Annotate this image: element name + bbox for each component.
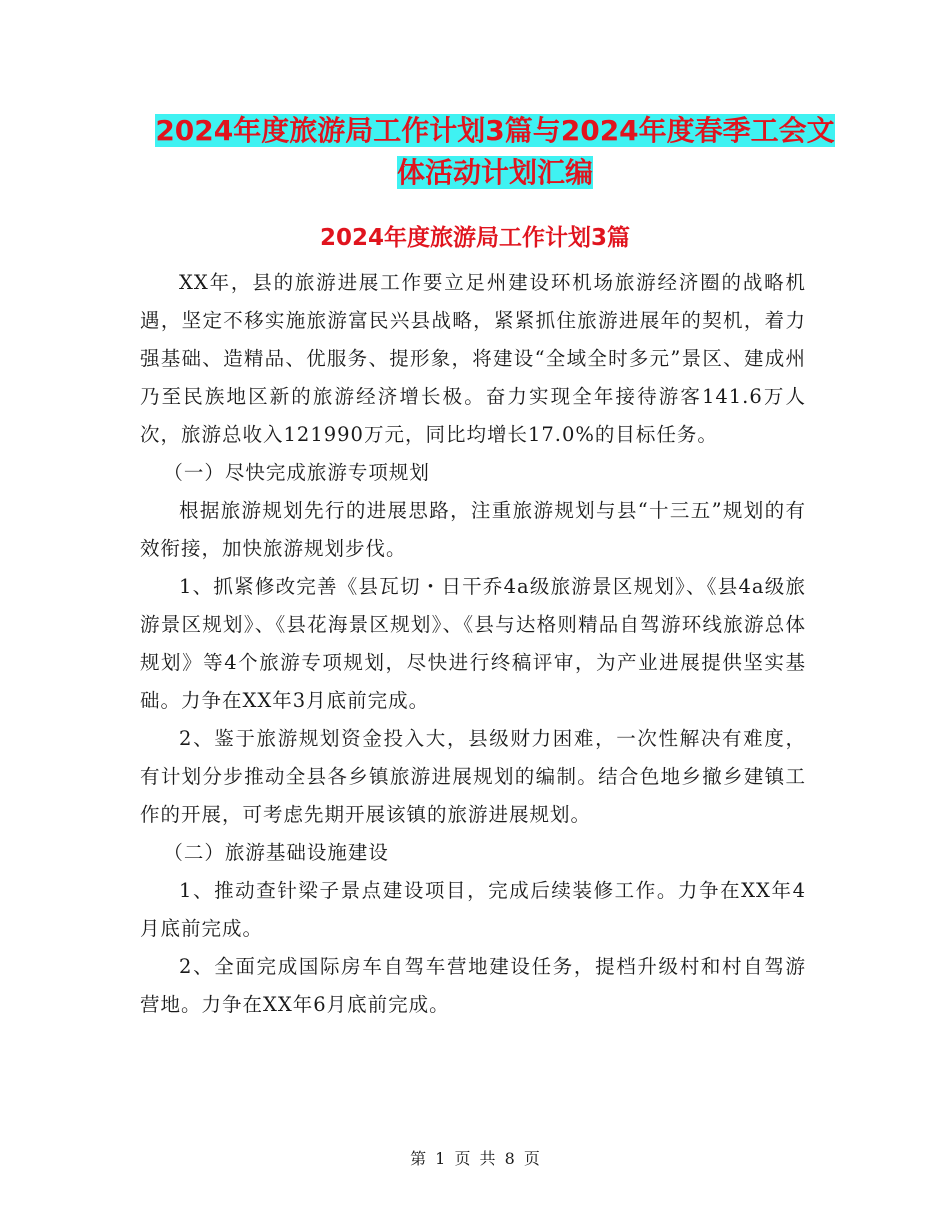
paragraph-planning-item-1: 1、抓紧修改完善《县瓦切・日干乔4a级旅游景区规划》、《县4a级旅游景区规划》、《县花海景区规划》、《县与达格则精品自驾游环线旅游总体规划》等4个旅游专项规划，尽快进行终稿评审，为产业进展提供坚实基础。力争在XX年3月底前完成。	[140, 575, 806, 712]
heading-planning: （一）尽快完成旅游专项规划	[163, 461, 430, 484]
heading-infrastructure: （二）旅游基础设施建设	[163, 841, 389, 864]
paragraph-intro: XX年，县的旅游进展工作要立足州建设环机场旅游经济圈的战略机遇，坚定不移实施旅游富民兴县战略，紧紧抓住旅游进展年的契机，着力强基础、造精品、优服务、提形象，将建设“全域全时多元”景区、建成州乃至民族地区新的旅游经济增长极。奋力实现全年接待游客141.6万人次，旅游总收入121990万元，同比均增长17.0%的目标任务。	[140, 271, 806, 446]
section-title: 2024年度旅游局工作计划3篇	[319, 225, 631, 251]
title-highlight-1: 2024年度旅游局工作计划3篇与2024年度春季工会文	[155, 114, 835, 147]
document-title-line-2	[100, 148, 890, 198]
title-highlight-2: 体活动计划汇编	[396, 156, 593, 189]
paragraph-infrastructure-item-1: 1、推动查针梁子景点建设项目，完成后续装修工作。力争在XX年4月底前完成。	[140, 879, 806, 940]
document-body	[140, 264, 806, 1024]
paragraph-planning-item-2: 2、鉴于旅游规划资金投入大，县级财力困难，一次性解决有难度，有计划分步推动全县各乡镇旅游进展规划的编制。结合色地乡撤乡建镇工作的开展，可考虑先期开展该镇的旅游进展规划。	[140, 727, 806, 826]
paragraph-planning: 根据旅游规划先行的进展思路，注重旅游规划与县“十三五”规划的有效衔接，加快旅游规划步伐。	[140, 499, 806, 560]
paragraph-infrastructure-item-2: 2、全面完成国际房车自驾车营地建设任务，提档升级村和村自驾游营地。力争在XX年6月底前完成。	[140, 955, 806, 1016]
page-footer: 第 1 页 共 8 页	[410, 1149, 540, 1168]
